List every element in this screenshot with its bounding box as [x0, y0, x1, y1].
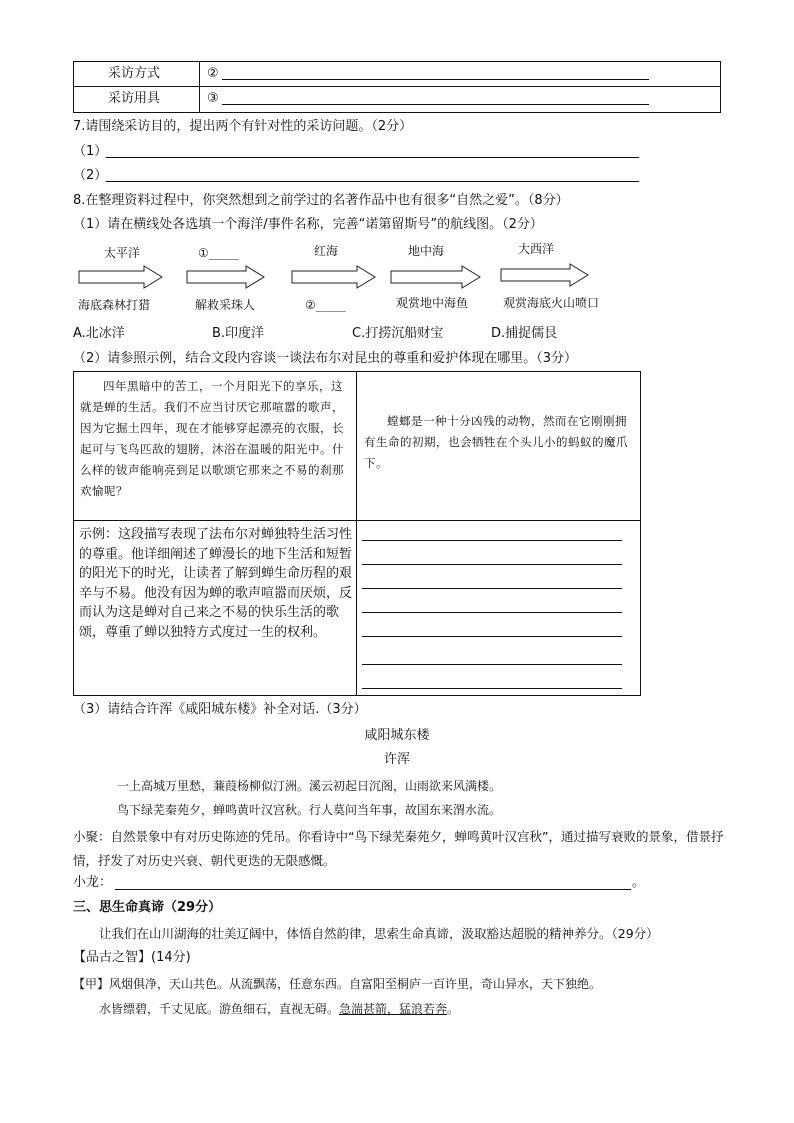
table-row-marker: ②	[207, 66, 219, 81]
passage-mantis: 螳螂是一种十分凶残的动物，然而在它刚刚拥有生命的初期，也会牺牲在个头儿小的蚂蚁的魔爪下。	[364, 414, 628, 470]
section-3-heading: 三、思生命真谛（29分）	[73, 900, 222, 915]
route-bottom-label: 观赏地中海鱼	[396, 296, 469, 310]
route-arrow-icon	[390, 265, 482, 289]
option-d[interactable]: D.捕捉儒艮	[491, 326, 558, 341]
route-arrow-icon	[500, 263, 590, 287]
question-7-prompt: 7.请围绕采访目的，提出两个有针对性的采访问题。（2分）	[73, 119, 413, 134]
passage-cicada: 四年黑暗中的苦工，一个月阳光下的享乐，这就是蝉的生活。我们不应当讨厌它那喧嚣的歌声，因为它掘土四年，现在才能够穿起漂亮的衣服，长起可与飞鸟匹敌的翅膀，沐浴在温暖的阳光中。什么样的钹声能响亮到足以歌颂它那来之不易的刹那欢愉呢？	[80, 379, 344, 498]
answer-line[interactable]	[362, 612, 622, 613]
table-row-label: 采访方式	[108, 66, 161, 81]
route-bottom-label: ②_____	[305, 298, 346, 312]
section-3-sub: 【品古之智】(14分)	[73, 950, 191, 965]
jia-passage-line-1: 【甲】风烟俱净，天山共色。从流飘荡，任意东西。自富阳至桐庐一百许里，奇山异水，天下独绝。	[73, 977, 602, 991]
route-top-label: 太平洋	[104, 246, 141, 260]
route-arrow-icon	[186, 265, 266, 289]
jia-text: 水皆缥碧，千丈见底。游鱼细石，直视无碍。	[99, 1002, 340, 1016]
poem-title: 咸阳城东楼	[364, 728, 430, 743]
poem-author: 许浑	[383, 752, 410, 767]
option-b[interactable]: B.印度洋	[212, 326, 265, 341]
route-arrow-icon	[291, 265, 377, 289]
q7-line-label-1: （1）	[73, 144, 108, 159]
jia-text-end: 。	[447, 1002, 460, 1016]
section-3-intro: 让我们在山川湖海的壮美辽阔中，体悟自然韵律，思索生命真谛，汲取豁达超脱的精神养分。（29分）	[99, 926, 659, 941]
answer-line[interactable]	[362, 540, 622, 541]
route-top-label: 红海	[314, 244, 339, 258]
xiaolong-answer-line[interactable]	[115, 889, 631, 890]
route-bottom-label: 观赏海底火山喷口	[503, 296, 600, 310]
option-c[interactable]: C.打捞沉船财宝	[352, 326, 444, 341]
jia-underlined-text: 急湍甚箭，猛浪若奔	[339, 1002, 448, 1016]
answer-line[interactable]	[362, 664, 622, 665]
jia-passage-line-2	[99, 1000, 459, 1018]
q8-part1-prompt: （1）请在横线处各选填一个海洋/事件名称，完善“诺第留斯号”的航线图。（2分）	[73, 217, 543, 232]
q7-answer-line-2[interactable]	[106, 181, 639, 182]
answer-line[interactable]	[362, 564, 622, 565]
route-top-label: 大西洋	[518, 242, 555, 256]
table-divider	[73, 86, 721, 87]
q8-part3-prompt: （3）请结合许浑《咸阳城东楼》补全对话.（3分）	[73, 702, 367, 717]
table-col-divider	[199, 61, 200, 113]
route-bottom-label: 解救采珠人	[195, 298, 256, 312]
table-row-marker: ③	[207, 91, 219, 106]
answer-line[interactable]	[222, 79, 649, 80]
interview-table	[73, 61, 721, 113]
answer-line[interactable]	[362, 636, 622, 637]
question-8-prompt: 8.在整理资料过程中，你突然想到之前学过的名著作品中也有很多“自然之爱”。（8分）	[73, 193, 569, 208]
dialogue-xiaolong-label: 小龙：	[73, 875, 113, 890]
q7-answer-line-1[interactable]	[106, 157, 639, 158]
route-arrow-icon	[78, 265, 164, 289]
q7-line-label-2: （2）	[73, 168, 108, 183]
dialogue-xiaoju: 小聚：自然景象中有对历史陈迹的凭吊。你看诗中“鸟下绿芜秦苑夕，蝉鸣黄叶汉宫秋”，通过描写衰败的景象，借景抒情，抒发了对历史兴衰、朝代更迭的无限感慨。	[73, 829, 724, 868]
poem-line-1: 一上高城万里愁，蒹葭杨柳似汀洲。溪云初起日沉阁，山雨欲来风满楼。	[117, 779, 502, 793]
route-bottom-label: 海底森林打猎	[78, 298, 151, 312]
answer-line[interactable]	[362, 688, 622, 689]
poem-line-2: 鸟下绿芜秦苑夕，蝉鸣黄叶汉宫秋。行人莫问当年事，故国东来渭水流。	[117, 803, 502, 817]
table-row-label: 采访用具	[108, 91, 161, 106]
example-answer: 示例：这段描写表现了法布尔对蝉独特生活习性的尊重。他详细阐述了蝉漫长的地下生活和短暂的阳光下的时光，让读者了解到蝉生命历程的艰辛与不易。他没有因为蝉的歌声喧嚣而厌烦，反而认为这是蝉对自己来之不易的快乐生活的歌颂，尊重了蝉以独特方式度过一生的权利。	[79, 527, 353, 640]
option-a[interactable]: A.北冰洋	[73, 326, 125, 341]
route-top-label: ①_____	[198, 246, 239, 260]
route-top-label: 地中海	[408, 244, 445, 258]
passage-col-divider	[356, 371, 357, 696]
answer-line[interactable]	[222, 104, 649, 105]
answer-line[interactable]	[362, 588, 622, 589]
q8-part2-prompt: （2）请参照示例，结合文段内容谈一谈法布尔对昆虫的尊重和爱护体现在哪里。（3分）	[73, 351, 578, 366]
dialogue-xiaolong-end: 。	[632, 875, 646, 890]
passage-row-divider	[73, 520, 641, 521]
